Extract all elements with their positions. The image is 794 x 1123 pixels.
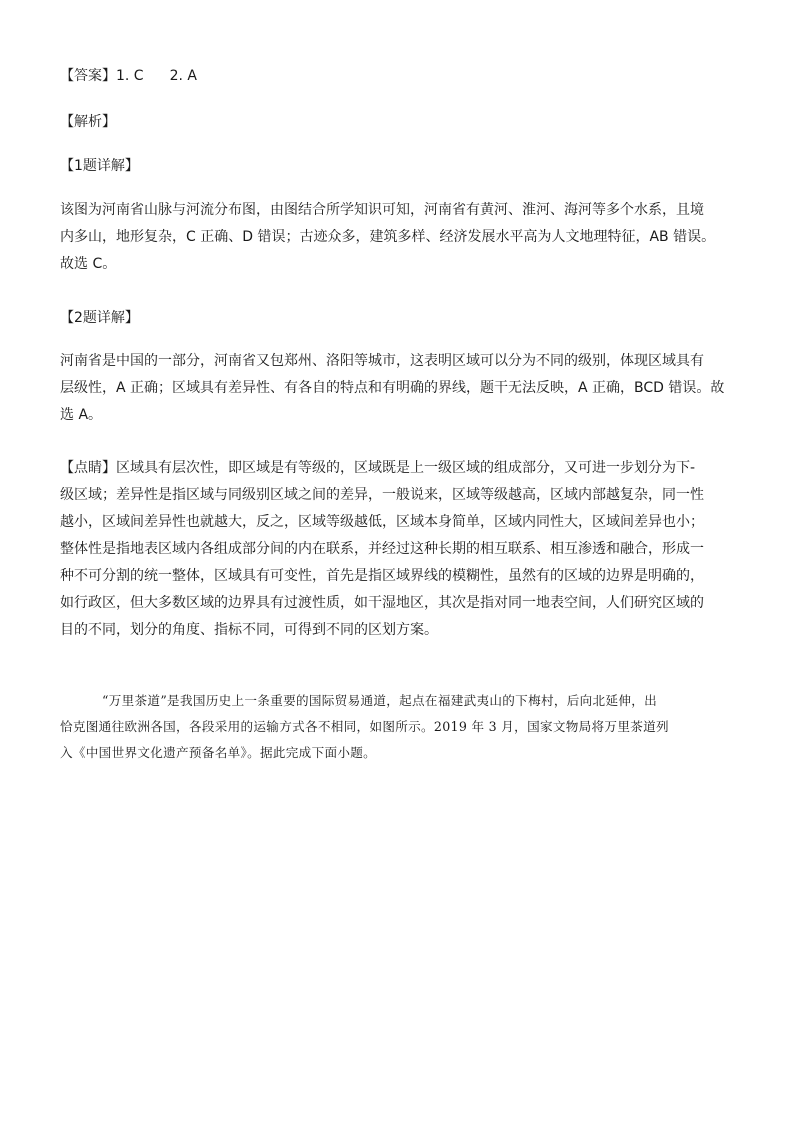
q2-line: 河南省是中国的一部分，河南省又包郑州、洛阳等城市，这表明区域可以分为不同的级别，体现区域具有	[60, 353, 704, 369]
q1-line: 故选 C。	[60, 256, 117, 272]
dianjing-line: 整体性是指地表区域内各组成部分间的内在联系，并经过这种长期的相互联系、相互渗透和融合，形成一	[60, 541, 704, 557]
analysis-heading: 【解析】	[60, 114, 116, 130]
q1-line: 内多山，地形复杂，C 正确、D 错误；古迹众多，建筑多样、经济发展水平高为人文地理特征，AB 错误。	[60, 229, 716, 245]
dianjing-line: 目的不同，划分的角度、指标不同，可得到不同的区划方案。	[60, 622, 438, 638]
dianjing-line: 【点睛】区域具有层次性，即区域是有等级的，区域既是上一级区域的组成部分，又可进一步划分为下-	[60, 460, 696, 476]
q1-heading: 【1题详解】	[60, 158, 139, 174]
answer-item-2: 2. A	[169, 68, 197, 84]
q2-explanation	[60, 348, 732, 429]
dianjing-line: 种不可分割的统一整体，区域具有可变性，首先是指区域界线的模糊性，虽然有的区域的边界是明确的，	[60, 568, 704, 584]
passage-line: “万里茶道”是我国历史上一条重要的国际贸易通道，起点在福建武夷山的下梅村，后向北延伸，出	[102, 693, 658, 708]
q2-heading: 【2题详解】	[60, 310, 139, 326]
q1-explanation	[60, 197, 732, 278]
q2-line: 层级性，A 正确；区域具有差异性、有各自的特点和有明确的界线，题干无法反映，A 正确，BCD 错误。故	[60, 380, 725, 396]
dianjing-line: 级区域；差异性是指区域与同级别区域之间的差异，一般说来，区域等级越高，区域内部越复杂，同一性	[60, 487, 704, 503]
passage-line: 恰克图通往欧洲各国，各段采用的运输方式各不相同，如图所示。2019 年 3 月，国家文物局将万里茶道列	[60, 719, 669, 734]
question-passage	[60, 688, 732, 766]
dianjing-line: 越小，区域间差异性也就越大，反之，区域等级越低，区域本身简单，区域内同性大，区域间差异也小；	[60, 514, 704, 530]
passage-line: 入《中国世界文化遗产预备名单》。据此完成下面小题。	[60, 745, 377, 760]
dianjing-note	[60, 455, 732, 644]
dianjing-line: 如行政区，但大多数区域的边界具有过渡性质，如干湿地区，其次是指对同一地表空间，人们研究区域的	[60, 595, 704, 611]
q1-line: 该图为河南省山脉与河流分布图，由图结合所学知识可知，河南省有黄河、淮河、海河等多个水系，且境	[60, 202, 704, 218]
answer-item-1: 1. C	[116, 68, 144, 84]
q2-line: 选 A。	[60, 407, 103, 423]
answer-tag: 【答案】	[60, 68, 116, 84]
answer-line	[60, 67, 730, 85]
